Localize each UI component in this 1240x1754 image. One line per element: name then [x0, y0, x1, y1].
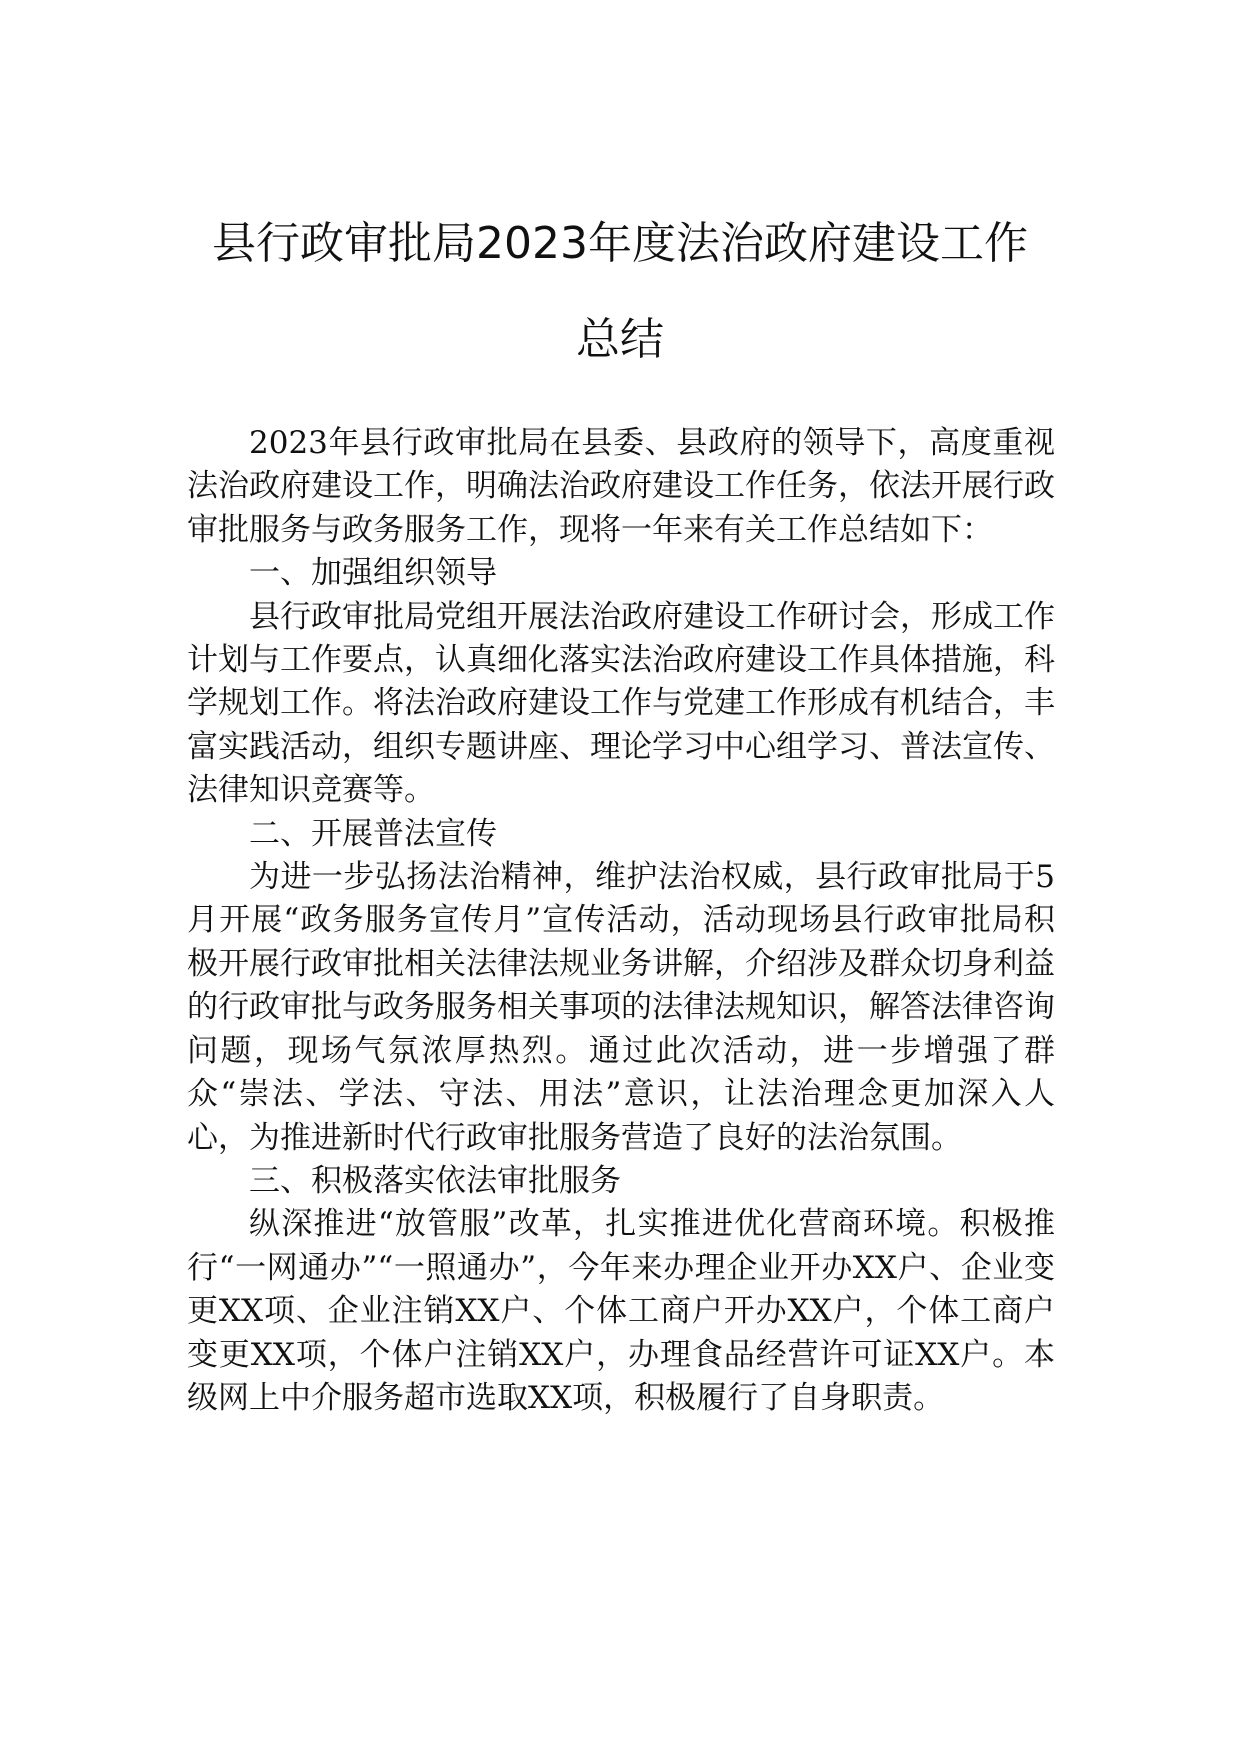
section-heading-3: 三、积极落实依法审批服务: [249, 1162, 621, 1199]
title-line-2: 总结: [576, 314, 664, 365]
intro-paragraph: 2023年县行政审批局在县委、县政府的领导下，高度重视法治政府建设工作，明确法治政府建设工作任务，依法开展行政审批服务与政务服务工作，现将一年来有关工作总结如下：: [187, 425, 1055, 548]
title-line-1: 县行政审批局2023年度法治政府建设工作: [212, 218, 1028, 269]
document-body: [187, 422, 1055, 1420]
section-paragraph-2: 为进一步弘扬法治精神，维护法治权威，县行政审批局于5月开展“政务服务宣传月”宣传活动，活动现场县行政审批局积极开展行政审批相关法律法规业务讲解，介绍涉及群众切身利益的行政审批与政务服务相关事项的法律法规知识，解答法律咨询问题，现场气氛浓厚热烈。通过此次活动，进一步增强了群众“崇法、学法、守法、用法”意识，让法治理念更加深入人心，为推进新时代行政审批服务营造了良好的法治氛围。: [187, 859, 1055, 1156]
section-paragraph-3: 纵深推进“放管服”改革，扎实推进优化营商环境。积极推行“一网通办”“一照通办”，今年来办理企业开办XX户、企业变更XX项、企业注销XX户、个体工商户开办XX户，个体工商户变更XX项，个体户注销XX户，办理食品经营许可证XX户。本级网上中介服务超市选取XX项，积极履行了自身职责。: [187, 1206, 1055, 1416]
section-paragraph-1: 县行政审批局党组开展法治政府建设工作研讨会，形成工作计划与工作要点，认真细化落实法治政府建设工作具体措施，科学规划工作。将法治政府建设工作与党建工作形成有机结合，丰富实践活动，组织专题讲座、理论学习中心组学习、普法宣传、法律知识竞赛等。: [187, 598, 1055, 809]
section-heading-1: 一、加强组织领导: [249, 555, 497, 592]
document-title: [150, 196, 1090, 388]
section-heading-2: 二、开展普法宣传: [249, 815, 497, 852]
